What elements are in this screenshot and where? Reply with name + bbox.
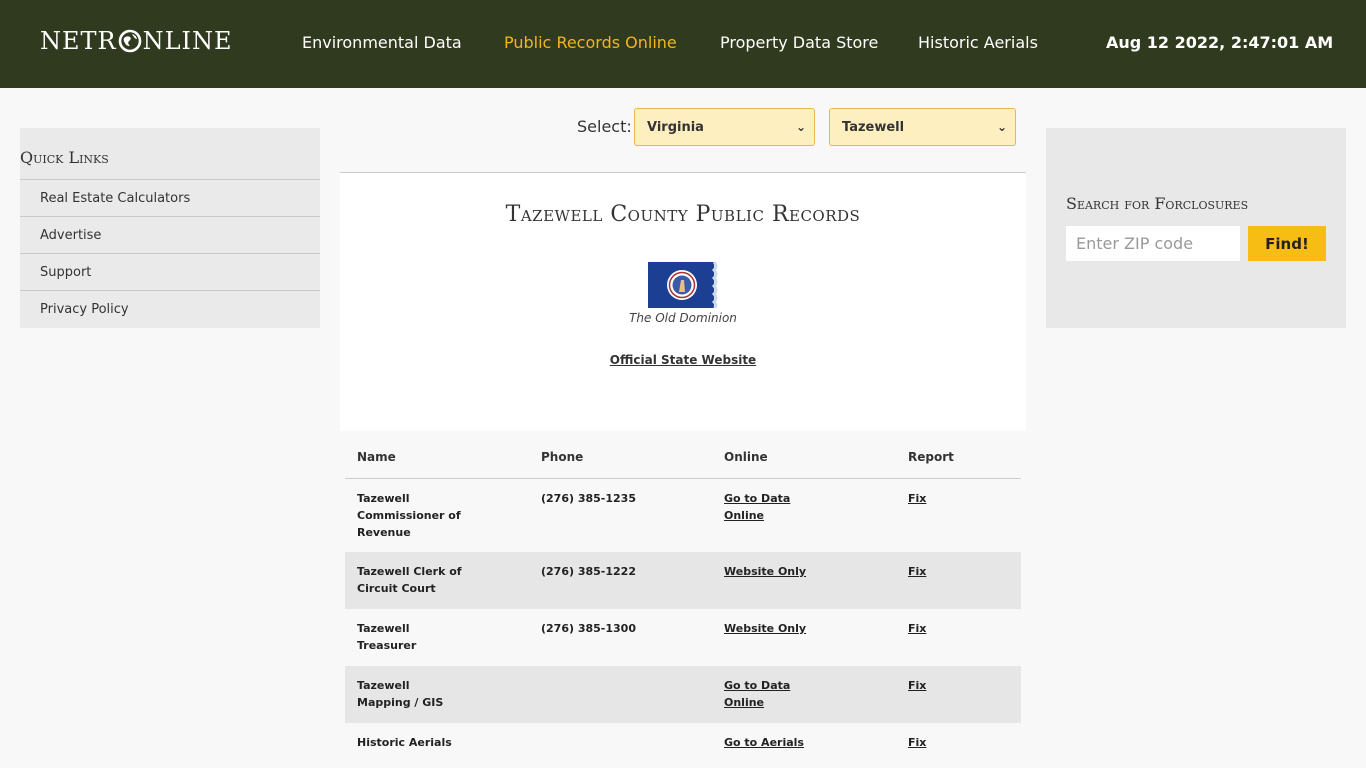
foreclosure-search-title: Search for Forclosures <box>1066 194 1249 213</box>
record-name: Tazewell Commissioner of Revenue <box>357 492 461 539</box>
column-header-report: Report <box>908 450 954 464</box>
table-row <box>345 609 1021 666</box>
page-title: Tazewell County Public Records <box>505 202 861 227</box>
quick-link-advertise[interactable]: Advertise <box>40 228 102 243</box>
table-row <box>345 552 1021 609</box>
table-row <box>345 666 1021 723</box>
official-state-website-link[interactable]: Official State Website <box>609 353 757 367</box>
divider <box>20 216 320 217</box>
current-datetime: Aug 12 2022, 2:47:01 AM <box>1106 33 1334 52</box>
virginia-flag-icon <box>648 262 718 308</box>
state-select-value: Virginia <box>647 119 704 135</box>
select-label: Select: <box>577 117 632 136</box>
record-fix-link[interactable]: Fix <box>908 492 927 505</box>
divider <box>20 179 320 180</box>
nav-public-records-online[interactable]: Public Records Online <box>504 33 677 52</box>
state-select[interactable] <box>634 108 815 146</box>
column-header-online: Online <box>724 450 768 464</box>
quick-links-title: Quick Links <box>20 148 109 167</box>
county-select-value: Tazewell <box>842 119 905 135</box>
quick-link-privacy-policy[interactable]: Privacy Policy <box>40 302 129 317</box>
county-select[interactable] <box>829 108 1016 146</box>
column-header-phone: Phone <box>541 450 584 464</box>
find-button[interactable]: Find! <box>1248 226 1326 261</box>
state-motto: The Old Dominion <box>629 311 737 325</box>
nav-historic-aerials[interactable]: Historic Aerials <box>918 33 1038 52</box>
record-phone: (276) 385-1222 <box>541 565 636 578</box>
netronline-logo[interactable] <box>40 26 233 56</box>
record-name: Tazewell Clerk of Circuit Court <box>357 565 462 595</box>
chevron-down-icon: ⌄ <box>996 120 1007 134</box>
record-fix-link[interactable]: Fix <box>908 679 927 692</box>
globe-icon <box>118 29 142 53</box>
nav-property-data-store[interactable]: Property Data Store <box>720 33 879 52</box>
record-name: Tazewell Treasurer <box>357 622 417 652</box>
quick-link-support[interactable]: Support <box>40 265 92 280</box>
logo-text-start: NETR <box>40 27 117 55</box>
zip-code-input[interactable]: Enter ZIP code <box>1066 226 1240 261</box>
record-phone: (276) 385-1300 <box>541 622 636 635</box>
record-online-link[interactable]: Go to Aerials <box>724 736 804 749</box>
divider <box>20 253 320 254</box>
record-fix-link[interactable]: Fix <box>908 736 927 749</box>
table-row <box>345 723 1021 768</box>
nav-environmental-data[interactable]: Environmental Data <box>302 33 462 52</box>
table-row <box>345 479 1021 552</box>
record-name: Historic Aerials <box>357 736 452 749</box>
record-online-link[interactable]: Website Only <box>724 622 807 635</box>
column-header-name: Name <box>357 450 396 464</box>
record-online-link[interactable]: Go to Data Online <box>724 679 791 709</box>
record-fix-link[interactable]: Fix <box>908 622 927 635</box>
record-fix-link[interactable]: Fix <box>908 565 927 578</box>
chevron-down-icon: ⌄ <box>795 120 806 134</box>
logo-text-end: NLINE <box>142 27 233 55</box>
record-online-link[interactable]: Go to Data Online <box>724 492 791 522</box>
record-online-link[interactable]: Website Only <box>724 565 807 578</box>
divider <box>20 290 320 291</box>
quick-link-real-estate-calculators[interactable]: Real Estate Calculators <box>40 191 191 206</box>
record-phone: (276) 385-1235 <box>541 492 636 505</box>
record-name: Tazewell Mapping / GIS <box>357 679 444 709</box>
